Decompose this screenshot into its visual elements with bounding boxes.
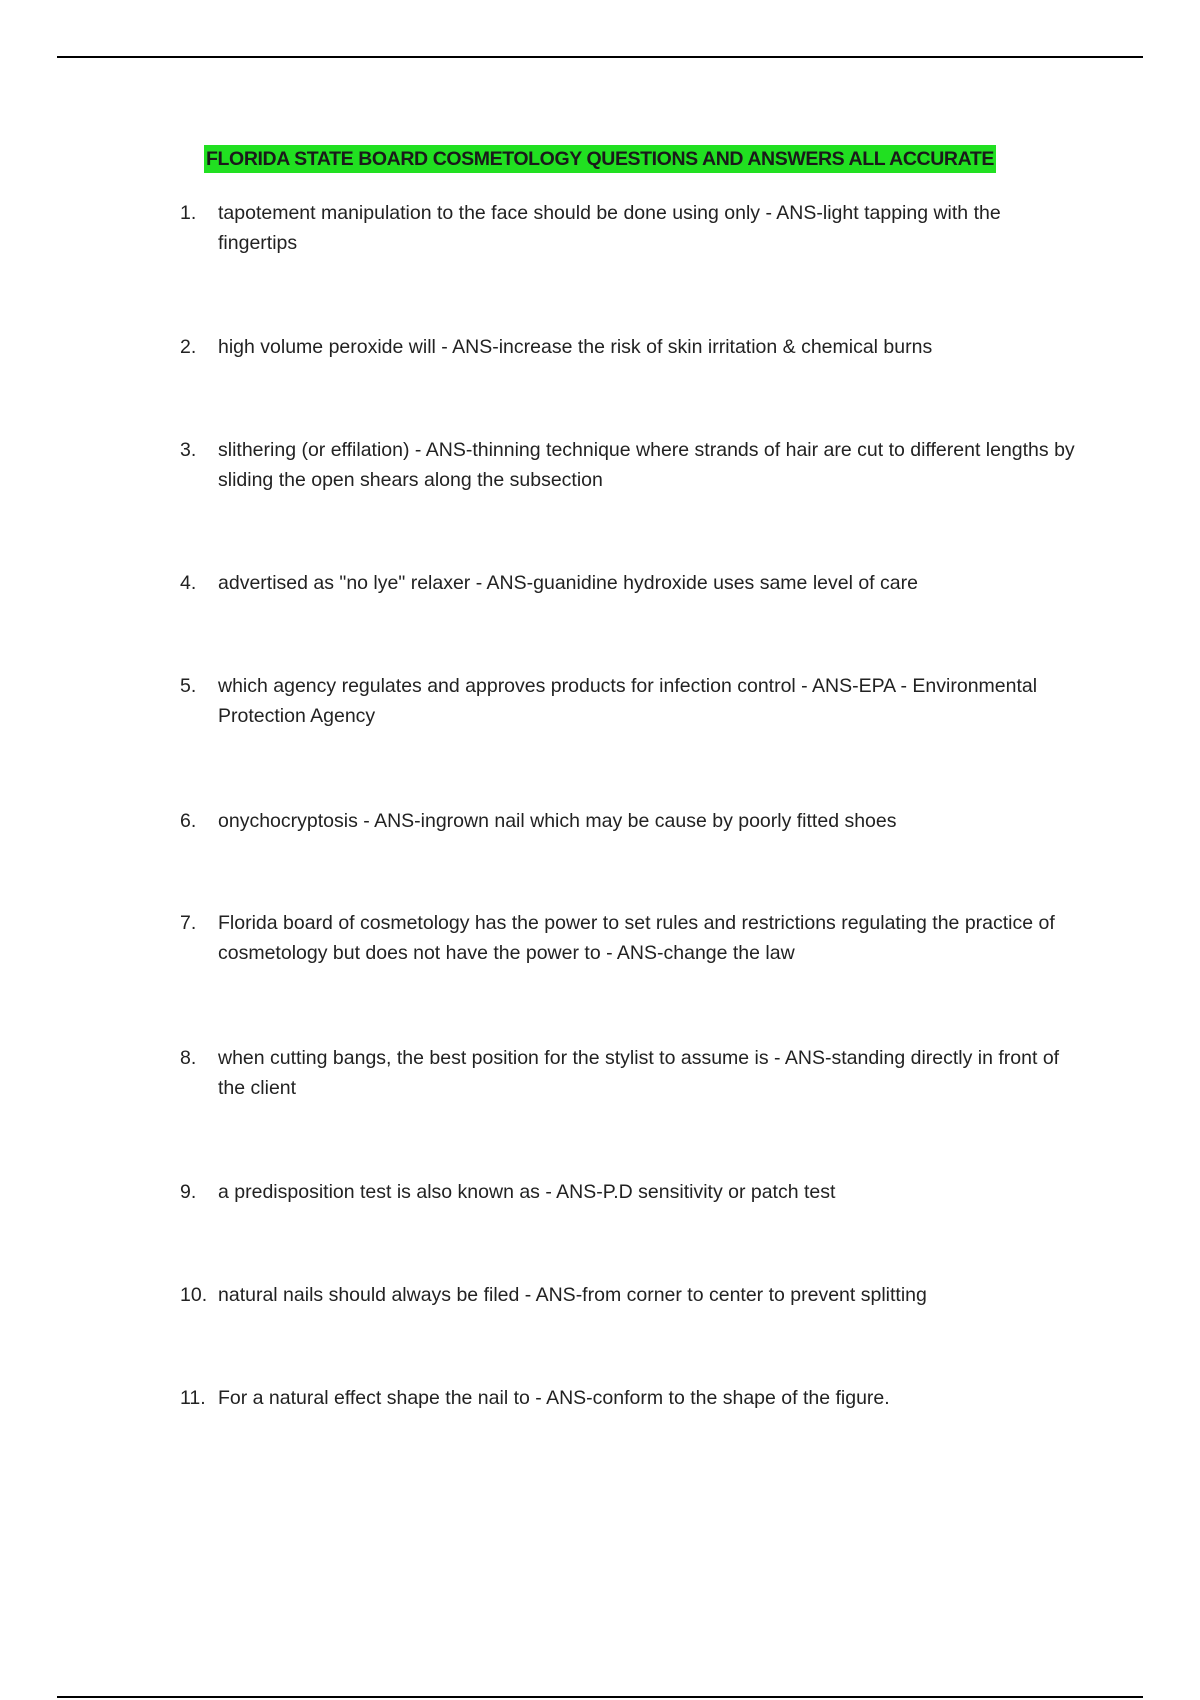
question-number: 5. xyxy=(180,675,197,697)
question-item xyxy=(180,1177,1080,1207)
question-text: when cutting bangs, the best position for the stylist to assume is - ANS-standing directly in front of the client xyxy=(218,1047,1060,1099)
question-text: onychocryptosis - ANS-ingrown nail which may be cause by poorly fitted shoes xyxy=(218,810,897,832)
question-item xyxy=(180,671,1080,731)
question-text: slithering (or effilation) - ANS-thinning technique where strands of hair are cut to different lengths by sliding the open shears along the subsection xyxy=(218,439,1075,491)
question-number: 8. xyxy=(180,1047,197,1069)
question-item xyxy=(180,435,1080,495)
question-text: which agency regulates and approves products for infection control - ANS-EPA - Environmental Protection Agency xyxy=(218,675,1038,727)
question-text: high volume peroxide will - ANS-increase the risk of skin irritation & chemical burns xyxy=(218,336,933,358)
question-text: natural nails should always be filed - ANS-from corner to center to prevent splitting xyxy=(218,1284,927,1306)
question-item xyxy=(180,1280,1080,1310)
question-text: For a natural effect shape the nail to - ANS-conform to the shape of the figure. xyxy=(218,1387,890,1409)
question-item xyxy=(180,1043,1080,1103)
question-text: Florida board of cosmetology has the power to set rules and restrictions regulating the practice of cosmetology but does not have the power to - ANS-change the law xyxy=(218,912,1055,964)
question-number: 2. xyxy=(180,336,197,358)
question-number: 4. xyxy=(180,572,197,594)
question-number: 11. xyxy=(180,1387,206,1409)
question-number: 9. xyxy=(180,1181,197,1203)
question-item xyxy=(180,568,1080,598)
question-item xyxy=(180,332,1080,362)
document-title: FLORIDA STATE BOARD COSMETOLOGY QUESTIONS AND ANSWERS ALL ACCURATE xyxy=(204,145,996,173)
question-number: 10. xyxy=(180,1284,208,1306)
question-number: 3. xyxy=(180,439,197,461)
question-item xyxy=(180,806,1080,836)
question-item xyxy=(180,908,1080,968)
question-item xyxy=(180,1383,1080,1413)
question-number: 1. xyxy=(180,202,197,224)
footer-rule xyxy=(57,1696,1143,1698)
question-item xyxy=(180,198,1080,258)
question-number: 6. xyxy=(180,810,197,832)
question-text: a predisposition test is also known as - ANS-P.D sensitivity or patch test xyxy=(218,1181,836,1203)
question-number: 7. xyxy=(180,912,197,934)
question-text: advertised as "no lye" relaxer - ANS-guanidine hydroxide uses same level of care xyxy=(218,572,918,594)
question-text: tapotement manipulation to the face should be done using only - ANS-light tapping with the fingertips xyxy=(218,202,1001,254)
